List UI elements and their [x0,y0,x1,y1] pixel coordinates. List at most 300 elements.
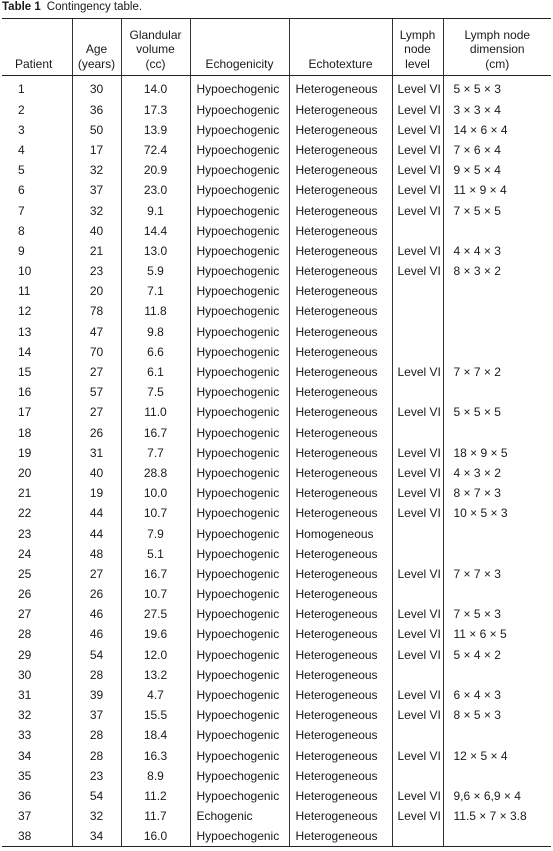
cell-echogenicity: Hypoechogenic [190,725,289,745]
cell-lymph-node-level [392,322,443,342]
cell-echogenicity: Hypoechogenic [190,523,289,543]
cell-echotexture: Heterogeneous [289,281,392,301]
cell-echogenicity: Hypoechogenic [190,645,289,665]
cell-age: 34 [72,826,121,847]
cell-echogenicity: Hypoechogenic [190,301,289,321]
cell-age: 27 [72,564,121,584]
cell-patient: 22 [18,506,32,521]
cell-lymph-node-level: Level VI [392,140,443,160]
cell-patient: 34 [18,748,32,763]
cell-echotexture: Heterogeneous [289,624,392,644]
table-row [2,544,551,564]
cell-echogenicity: Hypoechogenic [190,241,289,261]
cell-glandular-volume: 14.4 [121,221,190,241]
table-row [2,423,551,443]
cell-echogenicity: Hypoechogenic [190,281,289,301]
cell-echogenicity: Hypoechogenic [190,261,289,281]
cell-lymph-node-dimension [443,544,551,564]
cell-age: 32 [72,806,121,826]
column-header-line: Age [85,42,108,56]
cell-patient: 37 [18,809,32,824]
cell-lymph-node-level [392,281,443,301]
cell-patient: 36 [18,788,32,803]
cell-echotexture: Heterogeneous [289,120,392,140]
table-row [2,604,551,624]
cell-age: 20 [72,281,121,301]
cell-glandular-volume: 16.7 [121,423,190,443]
cell-lymph-node-level [392,725,443,745]
cell-patient: 2 [18,102,25,117]
table-caption-label: Table 1 [2,1,41,13]
cell-age: 19 [72,483,121,503]
column-header-line: dimension [469,42,525,56]
cell-age: 28 [72,665,121,685]
cell-lymph-node-level: Level VI [392,261,443,281]
column-header-age [72,19,121,76]
cell-age: 78 [72,301,121,321]
cell-age: 44 [72,523,121,543]
cell-lymph-node-dimension: 7 × 5 × 5 [443,200,551,220]
cell-echotexture: Heterogeneous [289,261,392,281]
cell-glandular-volume: 27.5 [121,604,190,624]
cell-patient: 33 [18,728,32,743]
cell-echogenicity: Hypoechogenic [190,786,289,806]
cell-echotexture: Heterogeneous [289,604,392,624]
cell-patient: 38 [2,826,72,847]
column-header-line: (cc) [145,56,166,71]
cell-echogenicity: Hypoechogenic [190,826,289,847]
cell-echotexture: Heterogeneous [289,322,392,342]
table-row [2,301,551,321]
cell-lymph-node-dimension: 5 × 4 × 2 [443,645,551,665]
cell-patient: 17 [18,405,32,420]
table-row [2,826,551,847]
column-header-glandular-volume [121,19,190,76]
cell-glandular-volume: 17.3 [121,100,190,120]
cell-lymph-node-level: Level VI [392,100,443,120]
cell-age: 37 [72,180,121,200]
cell-patient: 12 [18,304,32,319]
cell-age: 44 [72,503,121,523]
column-header-line: volume [136,42,175,56]
cell-glandular-volume: 7.7 [121,443,190,463]
cell-lymph-node-level [392,382,443,402]
cell-patient: 29 [18,647,32,662]
cell-glandular-volume: 16.3 [121,746,190,766]
cell-lymph-node-dimension: 11 × 6 × 5 [443,624,551,644]
cell-lymph-node-dimension [443,725,551,745]
cell-glandular-volume: 19.6 [121,624,190,644]
cell-lymph-node-level: Level VI [392,685,443,705]
cell-patient: 16 [18,385,32,400]
cell-glandular-volume: 13.2 [121,665,190,685]
cell-age: 28 [72,746,121,766]
cell-glandular-volume: 5.1 [121,544,190,564]
cell-lymph-node-dimension: 5 × 5 × 5 [443,402,551,422]
table-row [2,322,551,342]
cell-lymph-node-level [392,221,443,241]
table-row [2,665,551,685]
cell-glandular-volume: 10.7 [121,584,190,604]
cell-glandular-volume: 8.9 [121,766,190,786]
cell-lymph-node-dimension: 14 × 6 × 4 [443,120,551,140]
cell-echotexture: Heterogeneous [289,362,392,382]
cell-lymph-node-level: Level VI [392,160,443,180]
cell-glandular-volume: 4.7 [121,685,190,705]
cell-glandular-volume: 11.8 [121,301,190,321]
cell-echotexture: Heterogeneous [289,76,392,100]
cell-patient: 25 [18,566,32,581]
cell-patient: 1 [18,82,25,97]
cell-echogenicity: Hypoechogenic [190,584,289,604]
cell-lymph-node-level: Level VI [392,180,443,200]
cell-echogenicity: Hypoechogenic [190,705,289,725]
cell-age: 32 [72,160,121,180]
cell-glandular-volume: 6.6 [121,342,190,362]
table-row [2,685,551,705]
cell-patient: 18 [18,425,32,440]
table-row [2,645,551,665]
cell-lymph-node-dimension: 9,6 × 6,9 × 4 [443,786,551,806]
cell-age: 36 [72,100,121,120]
cell-patient: 9 [18,243,25,258]
cell-lymph-node-level: Level VI [392,120,443,140]
cell-echogenicity: Hypoechogenic [190,746,289,766]
cell-echogenicity: Hypoechogenic [190,200,289,220]
cell-echogenicity: Hypoechogenic [190,766,289,786]
table-row [2,241,551,261]
column-header-line: node [404,42,431,56]
cell-glandular-volume: 16.0 [121,826,190,847]
column-header-lymph-node-level [392,19,443,76]
cell-echotexture: Heterogeneous [289,725,392,745]
column-header-patient [2,19,72,76]
cell-age: 27 [72,362,121,382]
cell-age: 39 [72,685,121,705]
cell-echogenicity: Hypoechogenic [190,76,289,100]
cell-lymph-node-dimension: 8 × 7 × 3 [443,483,551,503]
cell-age: 50 [72,120,121,140]
cell-lymph-node-dimension: 4 × 3 × 2 [443,463,551,483]
cell-age: 32 [72,200,121,220]
cell-echogenicity: Hypoechogenic [190,544,289,564]
cell-lymph-node-level: Level VI [392,645,443,665]
cell-patient: 31 [18,688,32,703]
cell-echogenicity: Hypoechogenic [190,503,289,523]
cell-lymph-node-level [392,342,443,362]
table-body [2,76,551,847]
cell-glandular-volume: 18.4 [121,725,190,745]
cell-age: 48 [72,544,121,564]
cell-lymph-node-dimension: 7 × 7 × 2 [443,362,551,382]
table-row [2,766,551,786]
cell-lymph-node-dimension: 11.5 × 7 × 3.8 [443,806,551,826]
cell-glandular-volume: 23.0 [121,180,190,200]
cell-patient: 3 [18,122,25,137]
cell-patient: 10 [18,264,32,279]
cell-echogenicity: Hypoechogenic [190,221,289,241]
cell-echotexture: Heterogeneous [289,483,392,503]
cell-lymph-node-dimension: 7 × 6 × 4 [443,140,551,160]
contingency-table [2,18,551,847]
column-header-line: Lymph node [464,27,531,42]
column-header-echotexture [289,19,392,76]
cell-glandular-volume: 6.1 [121,362,190,382]
cell-age: 57 [72,382,121,402]
column-header-line: Patient [15,56,53,71]
cell-lymph-node-level [392,544,443,564]
table-row [2,705,551,725]
cell-patient: 20 [18,465,32,480]
cell-echogenicity: Hypoechogenic [190,443,289,463]
table-caption [2,0,142,16]
cell-glandular-volume: 11.2 [121,786,190,806]
cell-echotexture: Heterogeneous [289,826,392,847]
cell-lymph-node-level [392,584,443,604]
cell-echotexture: Heterogeneous [289,443,392,463]
cell-lymph-node-level: Level VI [392,443,443,463]
cell-lymph-node-dimension: 10 × 5 × 3 [443,503,551,523]
table-row [2,503,551,523]
cell-echogenicity: Hypoechogenic [190,665,289,685]
cell-patient: 23 [18,526,32,541]
cell-echotexture: Heterogeneous [289,463,392,483]
cell-age: 54 [72,786,121,806]
cell-glandular-volume: 15.5 [121,705,190,725]
cell-lymph-node-dimension [443,766,551,786]
cell-echotexture: Heterogeneous [289,301,392,321]
cell-glandular-volume: 7.9 [121,523,190,543]
cell-patient: 26 [18,587,32,602]
cell-echogenicity: Hypoechogenic [190,423,289,443]
table-row [2,342,551,362]
cell-lymph-node-level: Level VI [392,362,443,382]
cell-lymph-node-level [392,826,443,847]
cell-age: 31 [72,443,121,463]
cell-glandular-volume: 10.7 [121,503,190,523]
cell-lymph-node-dimension: 18 × 9 × 5 [443,443,551,463]
cell-patient: 8 [18,223,25,238]
cell-age: 17 [72,140,121,160]
table-caption-text: Contingency table. [46,1,143,13]
table-row [2,443,551,463]
cell-lymph-node-level [392,423,443,443]
table-row [2,76,551,100]
cell-glandular-volume: 11.0 [121,402,190,422]
cell-lymph-node-level: Level VI [392,483,443,503]
column-header-line: Glandular [129,27,182,42]
table-row [2,180,551,200]
cell-age: 30 [72,76,121,100]
cell-echogenicity: Hypoechogenic [190,100,289,120]
cell-patient: 30 [18,667,32,682]
cell-glandular-volume: 11.7 [121,806,190,826]
cell-echogenicity: Hypoechogenic [190,382,289,402]
column-header-echogenicity [190,19,289,76]
cell-patient: 32 [18,708,32,723]
table-row [2,523,551,543]
cell-echotexture: Heterogeneous [289,342,392,362]
cell-lymph-node-level: Level VI [392,746,443,766]
cell-patient: 24 [18,546,32,561]
cell-echogenicity: Hypoechogenic [190,322,289,342]
cell-lymph-node-level: Level VI [392,806,443,826]
cell-glandular-volume: 9.1 [121,200,190,220]
cell-lymph-node-dimension: 12 × 5 × 4 [443,746,551,766]
cell-age: 47 [72,322,121,342]
cell-age: 54 [72,645,121,665]
cell-age: 27 [72,402,121,422]
cell-lymph-node-dimension [443,584,551,604]
cell-patient: 4 [18,142,25,157]
cell-patient: 28 [18,627,32,642]
table-row [2,483,551,503]
cell-echotexture: Heterogeneous [289,544,392,564]
cell-glandular-volume: 13.9 [121,120,190,140]
column-header-line: Echogenicity [205,56,274,71]
cell-lymph-node-level: Level VI [392,241,443,261]
cell-age: 46 [72,624,121,644]
cell-glandular-volume: 16.7 [121,564,190,584]
cell-echotexture: Heterogeneous [289,786,392,806]
cell-age: 37 [72,705,121,725]
cell-echogenicity: Hypoechogenic [190,180,289,200]
column-header-line: Echotexture [308,56,373,71]
cell-patient: 15 [18,365,32,380]
table-row [2,261,551,281]
table-row [2,402,551,422]
header-row [2,19,551,76]
cell-glandular-volume: 72.4 [121,140,190,160]
cell-echotexture: Heterogeneous [289,180,392,200]
cell-lymph-node-level: Level VI [392,402,443,422]
table-row [2,382,551,402]
cell-age: 23 [72,261,121,281]
cell-lymph-node-level: Level VI [392,200,443,220]
cell-echotexture: Heterogeneous [289,221,392,241]
cell-lymph-node-dimension [443,301,551,321]
cell-patient: 7 [18,203,25,218]
cell-lymph-node-level [392,301,443,321]
table-row [2,786,551,806]
cell-echogenicity: Hypoechogenic [190,483,289,503]
cell-lymph-node-dimension: 11 × 9 × 4 [443,180,551,200]
column-header-line: Lymph [399,27,436,42]
cell-echogenicity: Echogenic [190,806,289,826]
cell-lymph-node-level: Level VI [392,624,443,644]
table-row [2,200,551,220]
cell-lymph-node-dimension: 8 × 5 × 3 [443,705,551,725]
cell-lymph-node-dimension: 9 × 5 × 4 [443,160,551,180]
cell-glandular-volume: 13.0 [121,241,190,261]
cell-patient: 19 [18,445,32,460]
cell-echotexture: Heterogeneous [289,140,392,160]
cell-lymph-node-dimension [443,322,551,342]
cell-echotexture: Heterogeneous [289,584,392,604]
cell-age: 26 [72,423,121,443]
column-header-lymph-node-dimension [443,19,551,76]
cell-echotexture: Heterogeneous [289,402,392,422]
cell-lymph-node-dimension [443,665,551,685]
cell-lymph-node-dimension: 6 × 4 × 3 [443,685,551,705]
cell-lymph-node-dimension [443,281,551,301]
cell-glandular-volume: 10.0 [121,483,190,503]
cell-lymph-node-level: Level VI [392,564,443,584]
cell-lymph-node-dimension: 7 × 5 × 3 [443,604,551,624]
cell-age: 46 [72,604,121,624]
cell-patient: 6 [18,183,25,198]
cell-age: 70 [72,342,121,362]
cell-echotexture: Heterogeneous [289,645,392,665]
cell-lymph-node-level [392,665,443,685]
cell-echotexture: Heterogeneous [289,200,392,220]
table-row [2,564,551,584]
cell-echogenicity: Hypoechogenic [190,160,289,180]
cell-age: 28 [72,725,121,745]
cell-lymph-node-dimension: 8 × 3 × 2 [443,261,551,281]
cell-echotexture: Heterogeneous [289,564,392,584]
cell-echogenicity: Hypoechogenic [190,604,289,624]
cell-echogenicity: Hypoechogenic [190,624,289,644]
cell-age: 21 [72,241,121,261]
cell-lymph-node-level [392,766,443,786]
cell-lymph-node-dimension: 4 × 4 × 3 [443,241,551,261]
cell-patient: 11 [18,284,31,299]
cell-patient: 35 [18,768,32,783]
cell-patient: 14 [18,344,32,359]
cell-lymph-node-dimension [443,423,551,443]
column-header-line: level [405,56,430,71]
cell-age: 23 [72,766,121,786]
table-row [2,120,551,140]
cell-echotexture: Heterogeneous [289,503,392,523]
cell-lymph-node-dimension [443,342,551,362]
cell-age: 26 [72,584,121,604]
table-row [2,160,551,180]
cell-age: 40 [72,221,121,241]
cell-lymph-node-dimension [443,382,551,402]
cell-echotexture: Heterogeneous [289,382,392,402]
table-row [2,362,551,382]
cell-echogenicity: Hypoechogenic [190,362,289,382]
cell-echogenicity: Hypoechogenic [190,120,289,140]
table-row [2,624,551,644]
cell-glandular-volume: 7.1 [121,281,190,301]
cell-lymph-node-level [392,523,443,543]
cell-patient: 5 [18,163,25,178]
cell-echotexture: Heterogeneous [289,241,392,261]
cell-echotexture: Homogeneous [289,523,392,543]
table-row [2,281,551,301]
cell-echotexture: Heterogeneous [289,685,392,705]
cell-lymph-node-level: Level VI [392,705,443,725]
cell-echotexture: Heterogeneous [289,160,392,180]
cell-lymph-node-level: Level VI [392,503,443,523]
cell-echogenicity: Hypoechogenic [190,402,289,422]
cell-echotexture: Heterogeneous [289,705,392,725]
table-row [2,746,551,766]
cell-glandular-volume: 20.9 [121,160,190,180]
table-row [2,725,551,745]
cell-echogenicity: Hypoechogenic [190,342,289,362]
cell-lymph-node-level: Level VI [392,463,443,483]
cell-age: 40 [72,463,121,483]
cell-echotexture: Heterogeneous [289,806,392,826]
cell-echogenicity: Hypoechogenic [190,140,289,160]
cell-glandular-volume: 14.0 [121,76,190,100]
cell-echogenicity: Hypoechogenic [190,685,289,705]
table-row [2,221,551,241]
